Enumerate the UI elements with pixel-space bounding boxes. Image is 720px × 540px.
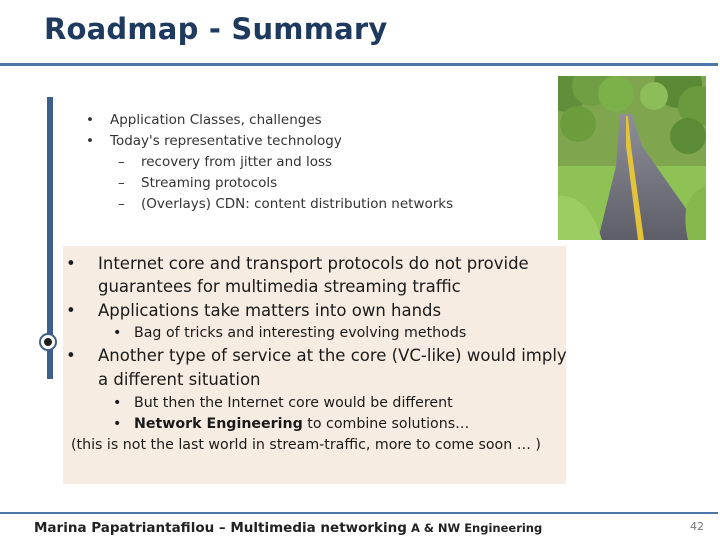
footer-author: Marina Papatriantafilou – Multimedia networking — [34, 520, 407, 536]
bullet-icon: • — [113, 416, 122, 432]
box-point-1-line-1: Internet core and transport protocols do not provide — [98, 254, 529, 273]
bullet-icon: • — [86, 112, 94, 128]
footer-text — [34, 520, 542, 536]
bullet-icon: • — [86, 133, 94, 149]
roadmap-item-1: Application Classes, challenges — [110, 112, 322, 128]
box-point-3-sub-2-rest: to combine solutions… — [302, 416, 470, 432]
box-point-3-line-2: a different situation — [98, 370, 261, 389]
timeline-marker-dot — [44, 338, 52, 346]
network-engineering-emphasis: Network Engineering — [134, 416, 303, 432]
bullet-icon: • — [66, 301, 76, 320]
box-point-3-sub-2 — [134, 416, 469, 432]
slide-title: Roadmap - Summary — [44, 12, 388, 46]
roadmap-subitem-1: recovery from jitter and loss — [141, 154, 333, 170]
box-point-3-sub-1: But then the Internet core would be different — [134, 395, 453, 411]
footer-divider — [0, 512, 718, 514]
bullet-icon: • — [66, 346, 76, 365]
roadmap-subitem-2: Streaming protocols — [141, 175, 278, 191]
box-closing-note: (this is not the last world in stream-traffic, more to come soon … ) — [71, 437, 541, 453]
summary-box — [63, 246, 566, 484]
bullet-icon: • — [113, 325, 122, 341]
footer-course: A & NW Engineering — [406, 521, 543, 535]
title-divider — [0, 63, 718, 66]
box-point-1-line-2: guarantees for multimedia streaming traffic — [98, 277, 461, 296]
bullet-icon: • — [66, 254, 76, 273]
road-photo — [558, 76, 706, 240]
dash-icon: – — [118, 154, 125, 170]
roadmap-subitem-3: (Overlays) CDN: content distribution networks — [141, 196, 454, 212]
box-point-2-sub: Bag of tricks and interesting evolving methods — [134, 325, 467, 341]
dash-icon: – — [118, 196, 125, 212]
dash-icon: – — [118, 175, 125, 191]
page-number: 42 — [690, 520, 704, 533]
box-point-2: Applications take matters into own hands — [98, 301, 442, 320]
bullet-icon: • — [113, 395, 122, 411]
box-point-3-line-1: Another type of service at the core (VC-like) would imply — [98, 346, 567, 365]
roadmap-item-2: Today's representative technology — [110, 133, 342, 149]
